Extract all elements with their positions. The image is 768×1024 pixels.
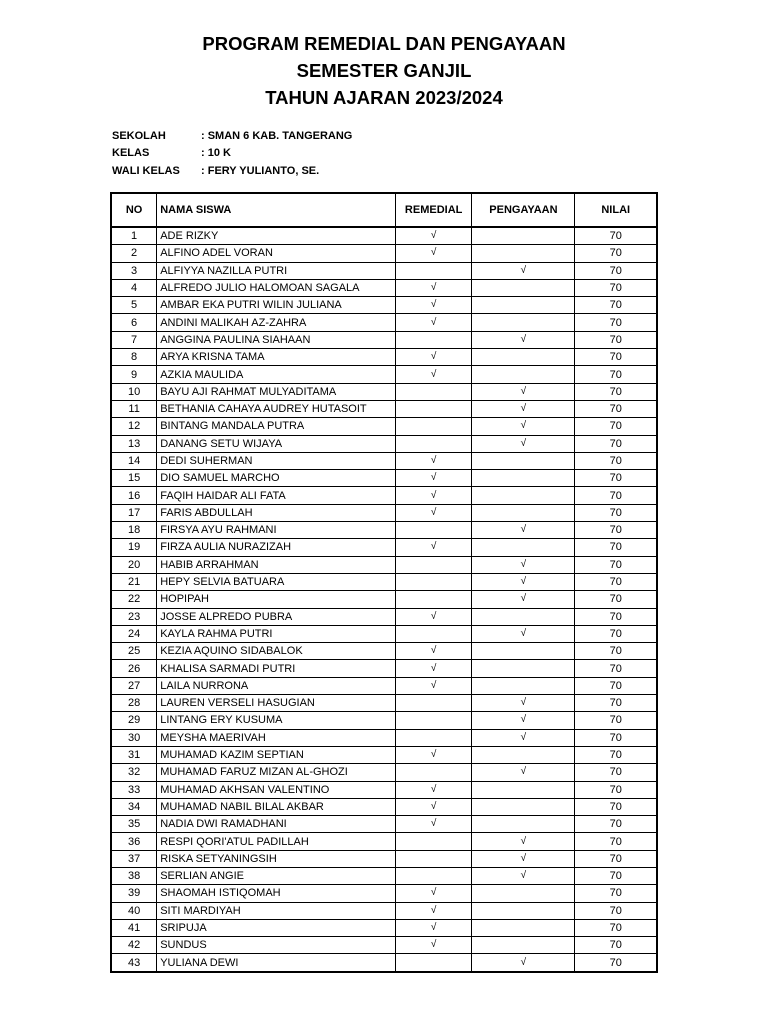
cell-pengayaan bbox=[472, 349, 575, 366]
col-header-pengayaan: PENGAYAAN bbox=[472, 193, 575, 227]
cell-name: KAYLA RAHMA PUTRI bbox=[157, 625, 396, 642]
cell-no: 35 bbox=[111, 816, 157, 833]
cell-remedial bbox=[395, 764, 471, 781]
cell-remedial: √ bbox=[395, 816, 471, 833]
cell-name: BINTANG MANDALA PUTRA bbox=[157, 418, 396, 435]
cell-no: 7 bbox=[111, 331, 157, 348]
cell-no: 22 bbox=[111, 591, 157, 608]
cell-name: KHALISA SARMADI PUTRI bbox=[157, 660, 396, 677]
cell-remedial bbox=[395, 400, 471, 417]
cell-name: FIRZA AULIA NURAZIZAH bbox=[157, 539, 396, 556]
cell-remedial bbox=[395, 262, 471, 279]
cell-nilai: 70 bbox=[575, 591, 657, 608]
cell-name: BETHANIA CAHAYA AUDREY HUTASOIT bbox=[157, 400, 396, 417]
cell-remedial: √ bbox=[395, 314, 471, 331]
cell-pengayaan bbox=[472, 470, 575, 487]
cell-name: DIO SAMUEL MARCHO bbox=[157, 470, 396, 487]
cell-pengayaan: √ bbox=[472, 625, 575, 642]
cell-nilai: 70 bbox=[575, 712, 657, 729]
cell-name: LAUREN VERSELI HASUGIAN bbox=[157, 695, 396, 712]
table-row bbox=[111, 902, 657, 919]
cell-remedial bbox=[395, 695, 471, 712]
cell-remedial: √ bbox=[395, 227, 471, 245]
cell-remedial: √ bbox=[395, 539, 471, 556]
table-row bbox=[111, 746, 657, 763]
cell-no: 12 bbox=[111, 418, 157, 435]
cell-remedial: √ bbox=[395, 919, 471, 936]
cell-nilai: 70 bbox=[575, 625, 657, 642]
cell-name: ALFINO ADEL VORAN bbox=[157, 245, 396, 262]
table-row bbox=[111, 937, 657, 954]
cell-name: DANANG SETU WIJAYA bbox=[157, 435, 396, 452]
cell-pengayaan bbox=[472, 677, 575, 694]
cell-pengayaan bbox=[472, 452, 575, 469]
cell-no: 19 bbox=[111, 539, 157, 556]
table-header-row bbox=[111, 193, 657, 227]
table-row bbox=[111, 452, 657, 469]
info-value: : SMAN 6 KAB. TANGERANG bbox=[201, 130, 353, 142]
cell-no: 10 bbox=[111, 383, 157, 400]
cell-pengayaan bbox=[472, 919, 575, 936]
cell-remedial bbox=[395, 435, 471, 452]
cell-name: ARYA KRISNA TAMA bbox=[157, 349, 396, 366]
cell-remedial bbox=[395, 573, 471, 590]
table-row bbox=[111, 245, 657, 262]
cell-nilai: 70 bbox=[575, 470, 657, 487]
table-row bbox=[111, 833, 657, 850]
cell-nilai: 70 bbox=[575, 919, 657, 936]
cell-name: MUHAMAD KAZIM SEPTIAN bbox=[157, 746, 396, 763]
cell-name: LAILA NURRONA bbox=[157, 677, 396, 694]
cell-nilai: 70 bbox=[575, 245, 657, 262]
cell-nilai: 70 bbox=[575, 227, 657, 245]
table-row bbox=[111, 366, 657, 383]
cell-pengayaan: √ bbox=[472, 573, 575, 590]
cell-remedial: √ bbox=[395, 746, 471, 763]
cell-remedial bbox=[395, 383, 471, 400]
table-row bbox=[111, 781, 657, 798]
table-row bbox=[111, 660, 657, 677]
table-row bbox=[111, 349, 657, 366]
col-header-remedial: REMEDIAL bbox=[395, 193, 471, 227]
table-row bbox=[111, 573, 657, 590]
cell-name: RESPI QORI'ATUL PADILLAH bbox=[157, 833, 396, 850]
cell-remedial: √ bbox=[395, 643, 471, 660]
cell-nilai: 70 bbox=[575, 816, 657, 833]
table-row bbox=[111, 712, 657, 729]
cell-remedial: √ bbox=[395, 487, 471, 504]
cell-no: 6 bbox=[111, 314, 157, 331]
cell-nilai: 70 bbox=[575, 764, 657, 781]
cell-name: FARIS ABDULLAH bbox=[157, 504, 396, 521]
cell-name: MUHAMAD FARUZ MIZAN AL-GHOZI bbox=[157, 764, 396, 781]
table-row bbox=[111, 400, 657, 417]
cell-remedial bbox=[395, 591, 471, 608]
cell-remedial bbox=[395, 850, 471, 867]
cell-pengayaan: √ bbox=[472, 695, 575, 712]
cell-nilai: 70 bbox=[575, 746, 657, 763]
cell-nilai: 70 bbox=[575, 383, 657, 400]
cell-nilai: 70 bbox=[575, 643, 657, 660]
cell-nilai: 70 bbox=[575, 349, 657, 366]
cell-name: MUHAMAD NABIL BILAL AKBAR bbox=[157, 798, 396, 815]
cell-remedial: √ bbox=[395, 660, 471, 677]
cell-name: ALFIYYA NAZILLA PUTRI bbox=[157, 262, 396, 279]
cell-no: 34 bbox=[111, 798, 157, 815]
cell-name: JOSSE ALPREDO PUBRA bbox=[157, 608, 396, 625]
cell-remedial bbox=[395, 556, 471, 573]
cell-pengayaan bbox=[472, 885, 575, 902]
table-row bbox=[111, 867, 657, 884]
col-header-nilai: NILAI bbox=[575, 193, 657, 227]
cell-name: BAYU AJI RAHMAT MULYADITAMA bbox=[157, 383, 396, 400]
table-row bbox=[111, 677, 657, 694]
cell-pengayaan bbox=[472, 902, 575, 919]
cell-remedial: √ bbox=[395, 452, 471, 469]
cell-pengayaan bbox=[472, 660, 575, 677]
cell-nilai: 70 bbox=[575, 781, 657, 798]
cell-nilai: 70 bbox=[575, 452, 657, 469]
cell-name: AZKIA MAULIDA bbox=[157, 366, 396, 383]
cell-no: 26 bbox=[111, 660, 157, 677]
class-info bbox=[112, 128, 352, 180]
cell-pengayaan bbox=[472, 314, 575, 331]
cell-name: MUHAMAD AKHSAN VALENTINO bbox=[157, 781, 396, 798]
table-row bbox=[111, 539, 657, 556]
cell-no: 1 bbox=[111, 227, 157, 245]
cell-no: 24 bbox=[111, 625, 157, 642]
cell-remedial: √ bbox=[395, 470, 471, 487]
cell-no: 9 bbox=[111, 366, 157, 383]
cell-pengayaan bbox=[472, 504, 575, 521]
cell-nilai: 70 bbox=[575, 937, 657, 954]
cell-name: SERLIAN ANGIE bbox=[157, 867, 396, 884]
table-row bbox=[111, 625, 657, 642]
cell-nilai: 70 bbox=[575, 573, 657, 590]
cell-pengayaan bbox=[472, 539, 575, 556]
cell-nilai: 70 bbox=[575, 902, 657, 919]
table-row bbox=[111, 591, 657, 608]
cell-name: HEPY SELVIA BATUARA bbox=[157, 573, 396, 590]
cell-nilai: 70 bbox=[575, 418, 657, 435]
cell-nilai: 70 bbox=[575, 366, 657, 383]
cell-pengayaan bbox=[472, 297, 575, 314]
cell-pengayaan: √ bbox=[472, 435, 575, 452]
cell-pengayaan: √ bbox=[472, 522, 575, 539]
cell-remedial bbox=[395, 331, 471, 348]
cell-pengayaan: √ bbox=[472, 556, 575, 573]
cell-pengayaan: √ bbox=[472, 729, 575, 746]
cell-name: FIRSYA AYU RAHMANI bbox=[157, 522, 396, 539]
cell-nilai: 70 bbox=[575, 539, 657, 556]
cell-nilai: 70 bbox=[575, 867, 657, 884]
table-row bbox=[111, 885, 657, 902]
cell-no: 25 bbox=[111, 643, 157, 660]
title-line-2: SEMESTER GANJIL bbox=[296, 60, 472, 81]
info-row-class bbox=[112, 145, 352, 162]
cell-name: SITI MARDIYAH bbox=[157, 902, 396, 919]
table-row bbox=[111, 850, 657, 867]
cell-no: 27 bbox=[111, 677, 157, 694]
cell-remedial bbox=[395, 712, 471, 729]
table-row bbox=[111, 331, 657, 348]
cell-name: LINTANG ERY KUSUMA bbox=[157, 712, 396, 729]
cell-remedial bbox=[395, 625, 471, 642]
cell-pengayaan: √ bbox=[472, 262, 575, 279]
cell-pengayaan bbox=[472, 746, 575, 763]
cell-no: 17 bbox=[111, 504, 157, 521]
document-title-block bbox=[0, 30, 768, 111]
cell-nilai: 70 bbox=[575, 331, 657, 348]
table-row bbox=[111, 297, 657, 314]
cell-remedial: √ bbox=[395, 885, 471, 902]
cell-no: 36 bbox=[111, 833, 157, 850]
cell-pengayaan: √ bbox=[472, 867, 575, 884]
cell-no: 14 bbox=[111, 452, 157, 469]
cell-remedial: √ bbox=[395, 798, 471, 815]
cell-pengayaan bbox=[472, 937, 575, 954]
cell-nilai: 70 bbox=[575, 556, 657, 573]
table-row bbox=[111, 487, 657, 504]
table-row bbox=[111, 798, 657, 815]
cell-remedial: √ bbox=[395, 366, 471, 383]
title-line-3: TAHUN AJARAN 2023/2024 bbox=[265, 87, 503, 108]
info-row-homeroom bbox=[112, 163, 352, 180]
table-row bbox=[111, 418, 657, 435]
cell-nilai: 70 bbox=[575, 504, 657, 521]
cell-no: 15 bbox=[111, 470, 157, 487]
cell-pengayaan: √ bbox=[472, 850, 575, 867]
cell-no: 21 bbox=[111, 573, 157, 590]
cell-nilai: 70 bbox=[575, 487, 657, 504]
cell-remedial bbox=[395, 418, 471, 435]
cell-name: HABIB ARRAHMAN bbox=[157, 556, 396, 573]
cell-remedial bbox=[395, 729, 471, 746]
cell-pengayaan: √ bbox=[472, 954, 575, 972]
table-row bbox=[111, 816, 657, 833]
cell-no: 40 bbox=[111, 902, 157, 919]
cell-name: MEYSHA MAERIVAH bbox=[157, 729, 396, 746]
cell-remedial: √ bbox=[395, 279, 471, 296]
cell-nilai: 70 bbox=[575, 660, 657, 677]
cell-no: 16 bbox=[111, 487, 157, 504]
cell-remedial bbox=[395, 522, 471, 539]
cell-nilai: 70 bbox=[575, 522, 657, 539]
cell-name: YULIANA DEWI bbox=[157, 954, 396, 972]
cell-no: 18 bbox=[111, 522, 157, 539]
cell-no: 32 bbox=[111, 764, 157, 781]
cell-remedial: √ bbox=[395, 297, 471, 314]
cell-nilai: 70 bbox=[575, 314, 657, 331]
cell-no: 39 bbox=[111, 885, 157, 902]
cell-remedial: √ bbox=[395, 781, 471, 798]
table-row bbox=[111, 608, 657, 625]
cell-remedial bbox=[395, 833, 471, 850]
cell-name: KEZIA AQUINO SIDABALOK bbox=[157, 643, 396, 660]
cell-nilai: 70 bbox=[575, 297, 657, 314]
cell-remedial: √ bbox=[395, 349, 471, 366]
cell-pengayaan bbox=[472, 245, 575, 262]
cell-no: 41 bbox=[111, 919, 157, 936]
info-label: KELAS bbox=[112, 147, 150, 160]
cell-no: 11 bbox=[111, 400, 157, 417]
cell-no: 23 bbox=[111, 608, 157, 625]
cell-no: 20 bbox=[111, 556, 157, 573]
info-label: SEKOLAH bbox=[112, 130, 166, 142]
cell-no: 30 bbox=[111, 729, 157, 746]
cell-no: 13 bbox=[111, 435, 157, 452]
cell-nilai: 70 bbox=[575, 885, 657, 902]
cell-no: 8 bbox=[111, 349, 157, 366]
cell-pengayaan bbox=[472, 366, 575, 383]
cell-nilai: 70 bbox=[575, 833, 657, 850]
cell-pengayaan: √ bbox=[472, 833, 575, 850]
cell-no: 4 bbox=[111, 279, 157, 296]
cell-no: 43 bbox=[111, 954, 157, 972]
col-header-name: NAMA SISWA bbox=[157, 193, 396, 227]
cell-name: ANGGINA PAULINA SIAHAAN bbox=[157, 331, 396, 348]
cell-name: SRIPUJA bbox=[157, 919, 396, 936]
cell-no: 2 bbox=[111, 245, 157, 262]
table-row bbox=[111, 314, 657, 331]
cell-no: 31 bbox=[111, 746, 157, 763]
cell-remedial: √ bbox=[395, 608, 471, 625]
cell-name: AMBAR EKA PUTRI WILIN JULIANA bbox=[157, 297, 396, 314]
cell-nilai: 70 bbox=[575, 677, 657, 694]
cell-pengayaan: √ bbox=[472, 331, 575, 348]
cell-pengayaan bbox=[472, 781, 575, 798]
table-row bbox=[111, 764, 657, 781]
cell-name: ANDINI MALIKAH AZ-ZAHRA bbox=[157, 314, 396, 331]
table-row bbox=[111, 504, 657, 521]
cell-nilai: 70 bbox=[575, 400, 657, 417]
cell-pengayaan bbox=[472, 608, 575, 625]
cell-nilai: 70 bbox=[575, 608, 657, 625]
cell-nilai: 70 bbox=[575, 279, 657, 296]
cell-name: DEDI SUHERMAN bbox=[157, 452, 396, 469]
cell-nilai: 70 bbox=[575, 850, 657, 867]
info-row-school bbox=[112, 128, 352, 145]
cell-pengayaan: √ bbox=[472, 400, 575, 417]
cell-pengayaan bbox=[472, 487, 575, 504]
cell-pengayaan: √ bbox=[472, 764, 575, 781]
cell-pengayaan: √ bbox=[472, 591, 575, 608]
cell-pengayaan bbox=[472, 798, 575, 815]
cell-remedial: √ bbox=[395, 245, 471, 262]
cell-name: SHAOMAH ISTIQOMAH bbox=[157, 885, 396, 902]
table-row bbox=[111, 470, 657, 487]
cell-remedial bbox=[395, 867, 471, 884]
cell-remedial: √ bbox=[395, 902, 471, 919]
cell-name: FAQIH HAIDAR ALI FATA bbox=[157, 487, 396, 504]
cell-nilai: 70 bbox=[575, 729, 657, 746]
col-header-no: NO bbox=[111, 193, 157, 227]
table-row bbox=[111, 729, 657, 746]
cell-name: ADE RIZKY bbox=[157, 227, 396, 245]
cell-pengayaan: √ bbox=[472, 383, 575, 400]
cell-pengayaan bbox=[472, 643, 575, 660]
cell-remedial: √ bbox=[395, 504, 471, 521]
cell-remedial: √ bbox=[395, 937, 471, 954]
student-table bbox=[110, 192, 658, 973]
table-row bbox=[111, 556, 657, 573]
cell-no: 5 bbox=[111, 297, 157, 314]
cell-name: ALFREDO JULIO HALOMOAN SAGALA bbox=[157, 279, 396, 296]
table-row bbox=[111, 262, 657, 279]
table-row bbox=[111, 279, 657, 296]
table-row bbox=[111, 643, 657, 660]
table-row bbox=[111, 227, 657, 245]
cell-remedial: √ bbox=[395, 677, 471, 694]
table-row bbox=[111, 695, 657, 712]
table-row bbox=[111, 919, 657, 936]
cell-pengayaan: √ bbox=[472, 418, 575, 435]
info-value: : 10 K bbox=[201, 147, 231, 160]
cell-no: 33 bbox=[111, 781, 157, 798]
cell-no: 42 bbox=[111, 937, 157, 954]
info-label: WALI KELAS bbox=[112, 164, 180, 177]
cell-pengayaan bbox=[472, 279, 575, 296]
cell-remedial bbox=[395, 954, 471, 972]
table-body bbox=[111, 227, 657, 972]
cell-nilai: 70 bbox=[575, 695, 657, 712]
cell-name: HOPIPAH bbox=[157, 591, 396, 608]
cell-name: NADIA DWI RAMADHANI bbox=[157, 816, 396, 833]
table-row bbox=[111, 954, 657, 972]
table-row bbox=[111, 383, 657, 400]
cell-nilai: 70 bbox=[575, 262, 657, 279]
cell-name: SUNDUS bbox=[157, 937, 396, 954]
cell-nilai: 70 bbox=[575, 435, 657, 452]
cell-pengayaan bbox=[472, 816, 575, 833]
cell-no: 28 bbox=[111, 695, 157, 712]
cell-no: 3 bbox=[111, 262, 157, 279]
cell-no: 38 bbox=[111, 867, 157, 884]
table-row bbox=[111, 435, 657, 452]
info-value: : FERY YULIANTO, SE. bbox=[201, 164, 320, 177]
cell-pengayaan bbox=[472, 227, 575, 245]
cell-nilai: 70 bbox=[575, 798, 657, 815]
table-row bbox=[111, 522, 657, 539]
cell-no: 29 bbox=[111, 712, 157, 729]
cell-name: RISKA SETYANINGSIH bbox=[157, 850, 396, 867]
cell-no: 37 bbox=[111, 850, 157, 867]
title-line-1: PROGRAM REMEDIAL DAN PENGAYAAN bbox=[202, 33, 566, 54]
cell-nilai: 70 bbox=[575, 954, 657, 972]
cell-pengayaan: √ bbox=[472, 712, 575, 729]
